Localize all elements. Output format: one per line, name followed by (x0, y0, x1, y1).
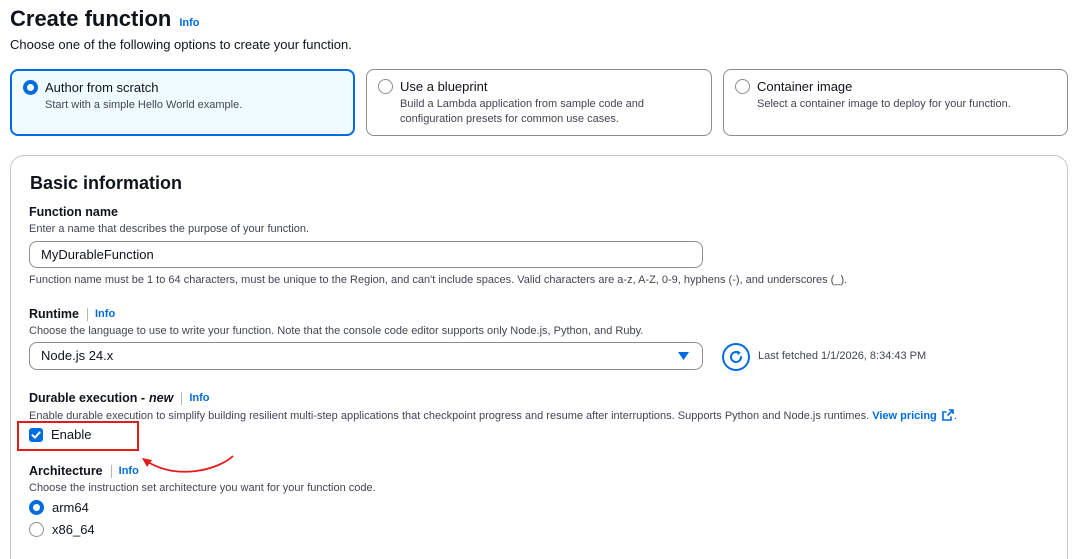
option-author-from-scratch[interactable] (10, 69, 355, 136)
runtime-label (29, 307, 115, 321)
architecture-label (29, 464, 139, 478)
option-description: Start with a simple Hello World example. (45, 99, 243, 111)
page-description: Choose one of the following options to create your function. (10, 37, 352, 52)
function-name-label-text: Function name (29, 205, 118, 219)
last-fetched-timestamp: Last fetched 1/1/2026, 8:34:43 PM (758, 350, 927, 362)
option-label: Container image (757, 79, 853, 94)
option-label: Use a blueprint (400, 79, 488, 94)
checkbox-label: Enable (51, 427, 92, 442)
radio-x86-64[interactable] (29, 522, 44, 537)
function-name-description: Enter a name that describes the purpose of your function. (29, 223, 310, 235)
runtime-info-link[interactable]: Info (95, 308, 116, 320)
architecture-info-link[interactable]: Info (118, 465, 139, 477)
radio-label: arm64 (52, 500, 89, 515)
external-link-icon (942, 409, 954, 421)
caret-down-icon (678, 352, 689, 360)
durable-execution-label (29, 391, 209, 405)
panel-title: Basic information (30, 173, 183, 193)
option-description: Build a Lambda application from sample code and configuration presets for common use cases. (400, 98, 644, 125)
divider (111, 465, 112, 478)
radio-arm64[interactable] (29, 500, 44, 515)
page-title: Create function (10, 6, 172, 31)
period: . (953, 410, 957, 422)
divider (181, 392, 182, 405)
annotation-highlight-box (17, 421, 139, 451)
radio-label: x86_64 (52, 522, 95, 537)
option-label: Author from scratch (45, 80, 159, 95)
durable-execution-info-link[interactable]: Info (189, 392, 210, 404)
function-name-label (29, 205, 118, 219)
architecture-label-text: Architecture (29, 464, 103, 478)
refresh-icon (728, 349, 744, 365)
function-name-input[interactable]: MyDurableFunction (29, 241, 703, 268)
option-container-image[interactable] (723, 69, 1068, 136)
option-use-blueprint[interactable] (366, 69, 712, 136)
new-tag: new (149, 391, 174, 405)
divider (87, 308, 88, 321)
refresh-runtimes-button[interactable] (722, 343, 750, 371)
durable-execution-description-text: Enable durable execution to simplify building resilient multi-step applications that checkpoint progress and resume after interruptions. Supports Python and Node.js runtimes. (29, 410, 873, 422)
architecture-description: Choose the instruction set architecture you want for your function code. (29, 482, 376, 494)
architecture-option-x86-64[interactable] (29, 522, 95, 537)
option-description: Select a container image to deploy for your function. (757, 98, 1011, 110)
title-info-link[interactable]: Info (179, 17, 200, 29)
durable-execution-label-text: Durable execution - (29, 391, 145, 405)
runtime-label-text: Runtime (29, 307, 79, 321)
radio-author-from-scratch[interactable] (23, 80, 38, 95)
title-row (10, 6, 200, 32)
durable-execution-description (29, 409, 957, 422)
runtime-select[interactable] (29, 342, 703, 370)
view-pricing-link[interactable] (872, 410, 954, 422)
annotation-arrow (138, 452, 238, 478)
view-pricing-link-text: View pricing (872, 410, 937, 422)
function-name-constraint: Function name must be 1 to 64 characters, must be unique to the Region, and can't include spaces. Valid characters are a-z, A-Z, 0-9, hyphens (-), and underscores (_). (29, 274, 848, 286)
architecture-option-arm64[interactable] (29, 500, 89, 515)
radio-use-blueprint[interactable] (378, 79, 393, 94)
runtime-description: Choose the language to use to write your function. Note that the console code editor supports only Node.js, Python, and Ruby. (29, 325, 644, 337)
radio-container-image[interactable] (735, 79, 750, 94)
runtime-selected-value: Node.js 24.x (41, 348, 114, 363)
